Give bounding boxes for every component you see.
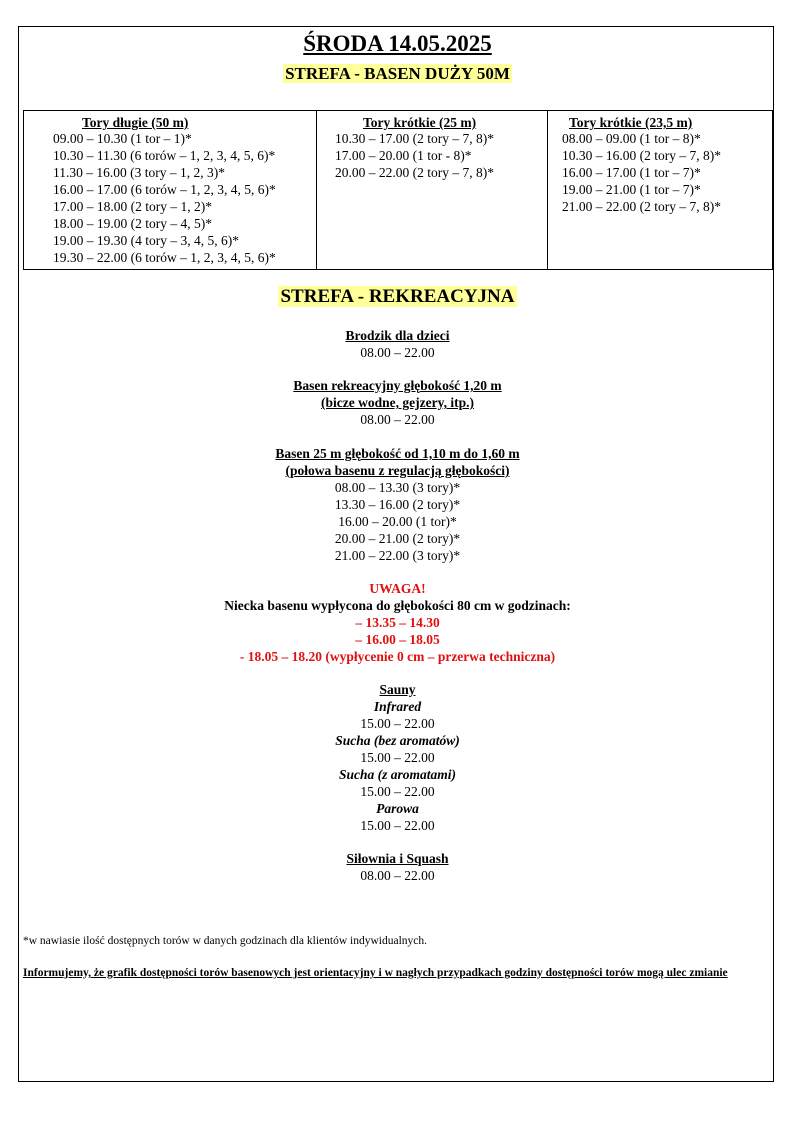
gym-section bbox=[0, 850, 795, 884]
pool25-title: Basen 25 m głębokość od 1,10 m do 1,60 m bbox=[275, 446, 520, 461]
list-item: 20.00 – 22.00 (2 tory – 7, 8)* bbox=[335, 165, 494, 180]
list-item: 19.30 – 22.00 (6 torów – 1, 2, 3, 4, 5, 6)* bbox=[53, 250, 276, 265]
saunas-section bbox=[0, 681, 795, 834]
list-item: 19.00 – 19.30 (4 tory – 3, 4, 5, 6)* bbox=[53, 233, 239, 248]
saunas-title: Sauny bbox=[379, 682, 416, 697]
short25-lanes-column bbox=[317, 111, 548, 270]
kids-pool-title: Brodzik dla dzieci bbox=[345, 328, 450, 343]
zone-recreation-heading bbox=[0, 286, 795, 308]
list-item: 19.00 – 21.00 (1 tor – 7)* bbox=[562, 182, 701, 197]
long-lanes-heading: Tory długie (50 m) bbox=[82, 115, 189, 130]
list-item: 18.00 – 19.00 (2 tory – 4, 5)* bbox=[53, 216, 212, 231]
sauna-name: Parowa bbox=[376, 801, 419, 816]
list-item: 16.00 – 17.00 (6 torów – 1, 2, 3, 4, 5, 6)* bbox=[53, 182, 276, 197]
gym-title: Siłownia i Squash bbox=[346, 851, 449, 866]
list-item: 11.30 – 16.00 (3 tory – 1, 2, 3)* bbox=[53, 165, 225, 180]
kids-pool-section bbox=[0, 327, 795, 361]
long-lanes-column bbox=[24, 111, 317, 270]
zone-recreation-label: STREFA - REKREACYJNA bbox=[280, 286, 515, 307]
list-item: 09.00 – 10.30 (1 tor – 1)* bbox=[53, 131, 192, 146]
rec-pool-title: Basen rekreacyjny głębokość 1,20 m bbox=[293, 378, 502, 393]
sauna-name: Sucha (z aromatami) bbox=[338, 767, 457, 782]
list-item: 10.30 – 16.00 (2 tory – 7, 8)* bbox=[562, 148, 721, 163]
sauna-name: Sucha (bez aromatów) bbox=[335, 733, 460, 748]
notice-text: Niecka basenu wypłycona do głębokości 80 cm w godzinach: bbox=[224, 598, 571, 613]
list-item: 16.00 – 17.00 (1 tor – 7)* bbox=[562, 165, 701, 180]
short25-lanes-heading: Tory krótkie (25 m) bbox=[363, 115, 477, 130]
list-item: 10.30 – 11.30 (6 torów – 1, 2, 3, 4, 5, 6)* bbox=[53, 148, 276, 163]
notice-slot: - 18.05 – 18.20 (wypłycenie 0 cm – przerwa techniczna) bbox=[239, 649, 556, 664]
list-item: 21.00 – 22.00 (3 tory)* bbox=[334, 548, 461, 563]
lane-schedule-table bbox=[23, 110, 773, 270]
sauna-hours: 15.00 – 22.00 bbox=[360, 750, 435, 765]
list-item: 20.00 – 21.00 (2 tory)* bbox=[334, 531, 461, 546]
sauna-name: Infrared bbox=[373, 699, 422, 714]
list-item: 08.00 – 13.30 (3 tory)* bbox=[334, 480, 461, 495]
rec-pool-hours: 08.00 – 22.00 bbox=[360, 412, 435, 427]
short235-lanes-column bbox=[548, 111, 773, 270]
zone-pool-label: STREFA - BASEN DUŻY 50M bbox=[285, 64, 510, 83]
sauna-hours: 15.00 – 22.00 bbox=[360, 818, 435, 833]
list-item: 17.00 – 20.00 (1 tor - 8)* bbox=[335, 148, 472, 163]
list-item: 16.00 – 20.00 (1 tor)* bbox=[338, 514, 457, 529]
page-title: ŚRODA 14.05.2025 bbox=[303, 31, 492, 56]
sauna-hours: 15.00 – 22.00 bbox=[360, 784, 435, 799]
rec-pool-subtitle: (bicze wodne, gejzery, itp.) bbox=[321, 395, 474, 410]
pool25-section bbox=[0, 445, 795, 564]
list-item: 08.00 – 09.00 (1 tor – 8)* bbox=[562, 131, 701, 146]
kids-pool-hours: 08.00 – 22.00 bbox=[360, 345, 435, 360]
list-item: 17.00 – 18.00 (2 tory – 1, 2)* bbox=[53, 199, 212, 214]
zone-pool-heading bbox=[0, 64, 795, 84]
notice-section bbox=[0, 580, 795, 665]
notice-label: UWAGA! bbox=[369, 581, 426, 596]
footnote: *w nawiasie ilość dostępnych torów w danych godzinach dla klientów indywidualnych. bbox=[23, 935, 428, 947]
rec-pool-section bbox=[0, 377, 795, 428]
list-item: 13.30 – 16.00 (2 tory)* bbox=[334, 497, 461, 512]
notice-slot: – 16.00 – 18.05 bbox=[355, 632, 440, 647]
notice-slot: – 13.35 – 14.30 bbox=[355, 615, 440, 630]
list-item: 21.00 – 22.00 (2 tory – 7, 8)* bbox=[562, 199, 721, 214]
sauna-hours: 15.00 – 22.00 bbox=[360, 716, 435, 731]
list-item: 10.30 – 17.00 (2 tory – 7, 8)* bbox=[335, 131, 494, 146]
short235-lanes-heading: Tory krótkie (23,5 m) bbox=[569, 115, 693, 130]
gym-hours: 08.00 – 22.00 bbox=[360, 868, 435, 883]
pool25-subtitle: (połowa basenu z regulacją głębokości) bbox=[285, 463, 510, 478]
disclaimer: Informujemy, że grafik dostępności torów basenowych jest orientacyjny i w nagłych przypadkach godziny dostępności torów mogą ulec zmianie bbox=[23, 967, 728, 979]
